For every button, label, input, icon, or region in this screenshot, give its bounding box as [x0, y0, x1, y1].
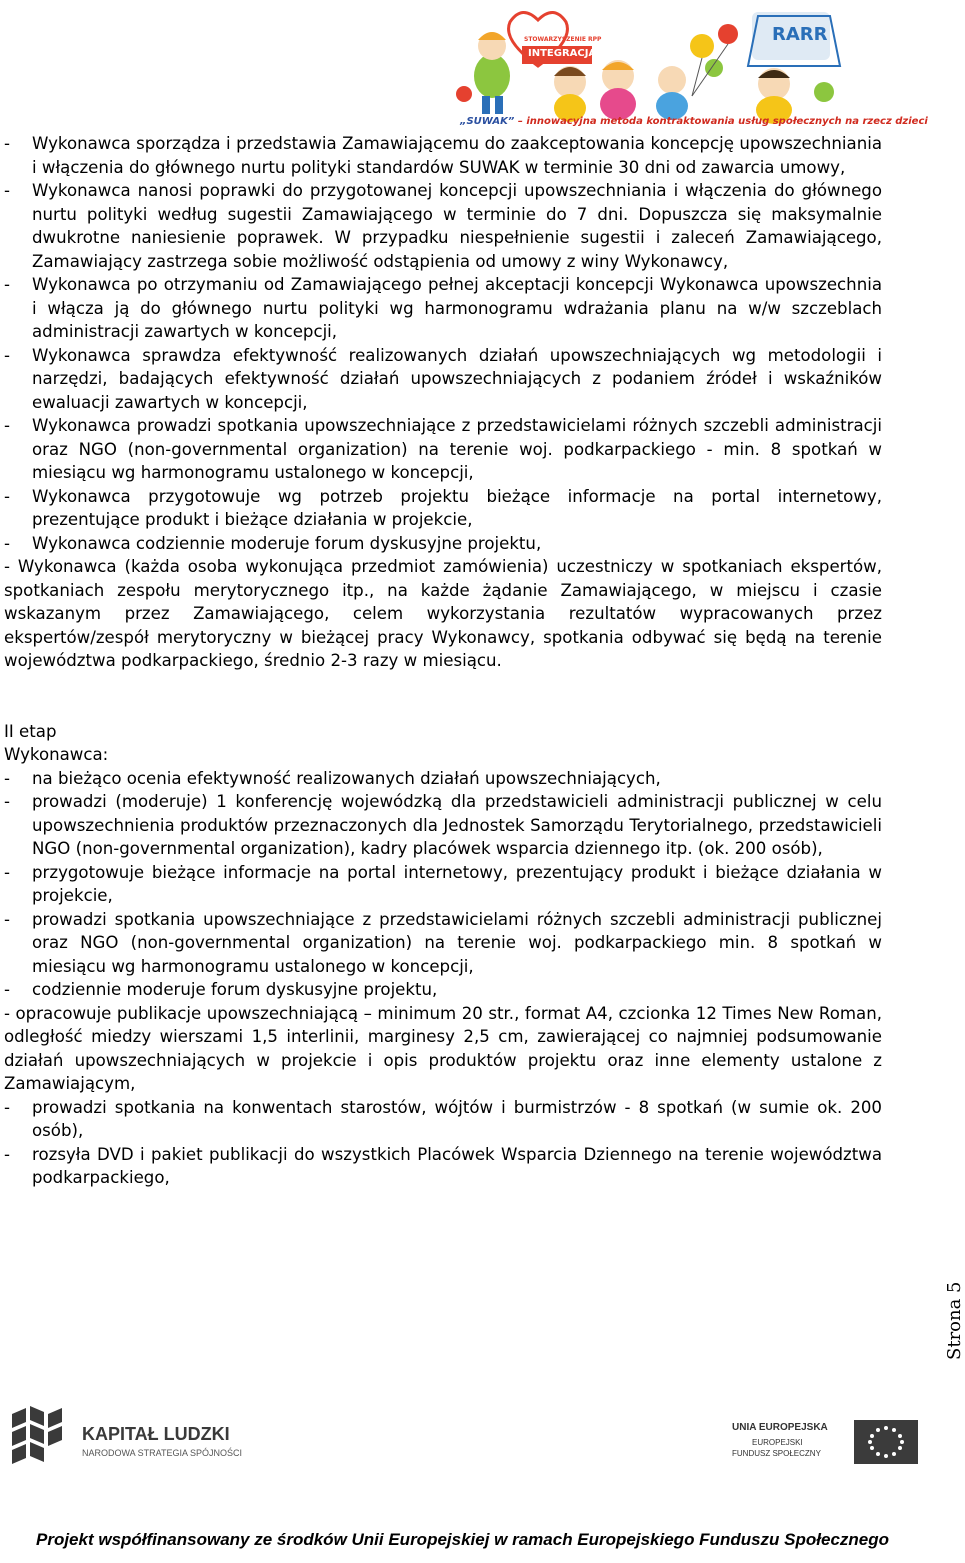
list-item: [4, 790, 882, 861]
list-dash: -: [4, 1097, 10, 1117]
header-banner: [460, 116, 928, 127]
list-item: [4, 532, 882, 556]
list-item-text: prowadzi (moderuje) 1 konferencję wojewódzką dla przedstawicieli administracji publicznej w celu upowszechnienia produktów przeznaczonych dla Jednostek Samorządu Terytorialnego, przedstawicieli NGO (non-governmental organization), kadry placówek wsparcia dziennego itp. (ok. 200 osób),: [32, 792, 882, 858]
list-dash: -: [4, 792, 10, 811]
list-item-text: Wykonawca nanosi poprawki do przygotowanej koncepcji upowszechniania i włączenia do głównego nurtu polityki według sugestii Zamawiającego w terminie do 7 dni. Dopuszcza się maksymalnie dwukrotne naniesienie poprawek. W przypadku niespełnienie sugestii i zaleceń Zamawiającego, Zamawiający zastrzega sobie możliwość odstąpienia od umowy z winy Wykonawcy,: [32, 181, 882, 271]
list-item-text: przygotowuje bieżące informacje na portal internetowy, prezentujący produkt i bieżące działania w projekcie,: [32, 862, 882, 905]
list-dash: -: [4, 862, 10, 882]
list-item: [4, 344, 882, 415]
list-dash: -: [4, 134, 10, 153]
list-item: [4, 132, 882, 179]
list-dash: -: [4, 181, 10, 200]
list-item: [4, 485, 882, 532]
list-item-text: Wykonawca po otrzymaniu od Zamawiającego pełnej akceptacji koncepcji Wykonawca upowszechnia i włącza ją do głównego nurtu polityki wg harmonogramu wdrażania planu na w/w szczeblach administracji zawartych w koncepcji,: [32, 275, 882, 341]
list-dash: -: [4, 533, 10, 553]
list-item-text: Wykonawca codziennie moderuje forum dyskusyjne projektu,: [32, 533, 542, 553]
list-item-text: prowadzi spotkania upowszechniające z przedstawicielami różnych szczebli administracji publicznej oraz NGO (non-governmental organization) na terenie woj. podkarpackiego min. 8 spotkań w miesiącu wg harmonogramu ustalonego w koncepcji,: [32, 909, 882, 976]
kapital-ludzki-subtitle: NARODOWA STRATEGIA SPÓJNOŚCI: [82, 1448, 243, 1458]
list-item: [4, 1143, 882, 1190]
list-item: [4, 908, 882, 979]
list-dash: -: [4, 980, 10, 999]
eu-logo-line1: UNIA EUROPEJSKA: [732, 1422, 828, 1433]
list-dash: -: [4, 416, 10, 435]
list-dash: -: [4, 768, 10, 788]
paragraph-publication: - opracowuje publikacje upowszechniającą – minimum 20 str., format A4, czcionka 12 Times New Roman, odległość miedzy wierszami 1,5 interlinii, marginesy 2,5 cm, zawierającej co najmniej podsumowanie działań upowszechniających w projekcie i opis produktów projektu oraz inne elementy ustalone z Zamawiającym,: [4, 1003, 882, 1093]
list-item-text: Wykonawca sprawdza efektywność realizowanych działań upowszechniających wg metodologii i narzędzi, badających efektywność działań upowszechniających z podaniem źródeł i wskaźników ewaluacji zawartych w koncepcji,: [32, 345, 882, 412]
list-item: [4, 179, 882, 273]
eu-logo-line2: EUROPEJSKI: [752, 1438, 803, 1447]
list-item-text: Wykonawca prowadzi spotkania upowszechniające z przedstawicielami różnych szczebli administracji oraz NGO (non-governmental organization) na terenie woj. podkarpackiego - min. 8 spotkań w miesiącu wg harmonogramu ustalonego w koncepcji,: [32, 416, 882, 482]
logo-stowarzyszenie-line1: STOWARZYSZENIE RPP: [524, 36, 602, 43]
list-item-text: Wykonawca sporządza i przedstawia Zamawiającemu do zaakceptowania koncepcję upowszechniania i włączenia do głównego nurtu polityki standardów SUWAK w terminie 30 dni od zawarcia umowy,: [32, 134, 882, 177]
list-dash: -: [4, 909, 10, 929]
list-item: [4, 861, 882, 908]
list-item-text: prowadzi spotkania na konwentach starostów, wójtów i burmistrzów - 8 spotkań (w sumie ok. 200 osób),: [32, 1097, 882, 1140]
list-dash: -: [4, 345, 10, 365]
list-item-text: rozsyła DVD i pakiet publikacji do wszystkich Placówek Wsparcia Dziennego na terenie województwa podkarpackiego,: [32, 1144, 882, 1187]
eu-logo: [732, 1418, 922, 1464]
list-dash: -: [4, 275, 10, 294]
list-dash: -: [4, 1144, 10, 1164]
kapital-ludzki-title: KAPITAŁ LUDZKI: [82, 1424, 230, 1444]
page-number: Strona 5: [944, 1281, 965, 1360]
list-item: [4, 1096, 882, 1143]
eu-logo-line3: FUNDUSZ SPOŁECZNY: [732, 1449, 821, 1458]
header-banner-brand: „SUWAK”: [460, 116, 515, 127]
stage-title: II etap: [4, 721, 57, 741]
document-body: [4, 132, 882, 1190]
logo-rarr: RARR: [772, 24, 828, 45]
header-logos: [452, 6, 844, 132]
footer-cofinancing-text: Projekt współfinansowany ze środków Unii Europejskiej w ramach Europejskiego Funduszu Społecznego: [36, 1530, 890, 1549]
eu-flag-icon: [854, 1420, 918, 1464]
list-item: [4, 978, 882, 1002]
list-item-text: codziennie moderuje forum dyskusyjne projektu,: [32, 980, 438, 999]
list-item-text: na bieżąco ocenia efektywność realizowanych działań upowszechniających,: [32, 768, 661, 788]
list-item: [4, 273, 882, 344]
list-item: [4, 414, 882, 485]
stage-subtitle: Wykonawca:: [4, 745, 109, 764]
list-dash: -: [4, 486, 10, 506]
header-banner-text: – innowacyjna metoda kontraktowania usług społecznych na rzecz dzieci: [514, 116, 928, 127]
paragraph-meetings: - Wykonawca (każda osoba wykonująca przedmiot zamówienia) uczestniczy w spotkaniach ekspertów, spotkaniach zespołu merytorycznego itp., na każde żądanie Zamawiającego, w miejscu i czasie wskazanym przez Zamawiającego, celem wykorzystania rezultatów wypracowanych przez ekspertów/zespół merytoryczny w bieżącej pracy Wykonawcy, spotkania odbywać się będą na terenie województwa podkarpackiego, średnio 2-3 razy w miesiącu.: [4, 557, 882, 670]
logo-stowarzyszenie-line2: INTEGRACJA: [528, 48, 597, 59]
list-item-text: Wykonawca przygotowuje wg potrzeb projektu bieżące informacje na portal internetowy, prezentujące produkt i bieżące działania w projekcie,: [32, 486, 882, 529]
list-item: [4, 767, 882, 791]
kapital-ludzki-logo: [6, 1404, 246, 1470]
